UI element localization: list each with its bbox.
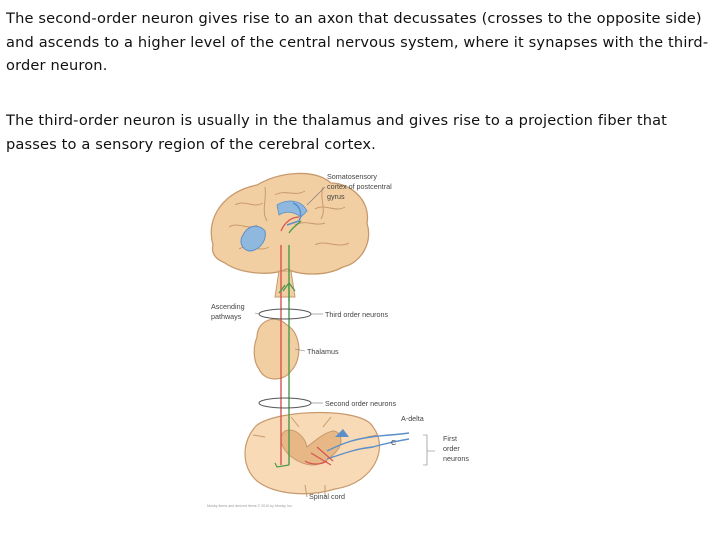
label-thalamus: Thalamus	[307, 347, 339, 356]
paragraph-third-order-neuron: The third-order neuron is usually in the thalamus and gives rise to a projection fiber that passes to a sensory region of the cerebral cortex.	[6, 112, 668, 153]
label-spinal-cord: Spinal cord	[309, 492, 345, 501]
label-cortex-line3: gyrus	[327, 192, 345, 201]
label-a-delta: A-delta	[401, 414, 424, 423]
brainstem	[275, 271, 295, 297]
paragraph-second-order-neuron: The second-order neuron gives rise to an axon that decussates (crosses to the opposite side) and ascends to a higher level of the central nervous system, where it synapses with the third-order neuron.	[6, 10, 709, 74]
label-ascending-line2: pathways	[211, 312, 242, 321]
label-first-order-line1: First	[443, 434, 457, 443]
label-cortex-line2: cortex of postcentral	[327, 182, 392, 191]
label-first-order-line2: order	[443, 444, 460, 453]
label-second-order-neurons: Second order neurons	[325, 399, 397, 408]
thalamus-illustration	[254, 319, 299, 379]
label-cortex-line1: Somatosensory	[327, 172, 377, 181]
spinal-cord-cross-section	[245, 413, 379, 498]
sensory-pathway-diagram	[195, 165, 495, 515]
label-ascending-line1: Ascending	[211, 302, 245, 311]
label-first-order-line3: neurons	[443, 454, 469, 463]
label-third-order-neurons: Third order neurons	[325, 310, 389, 319]
image-credit: Mosby items and derived items © 2010 by Mosby, Inc.	[207, 504, 294, 508]
label-c-fiber: C	[391, 438, 397, 447]
